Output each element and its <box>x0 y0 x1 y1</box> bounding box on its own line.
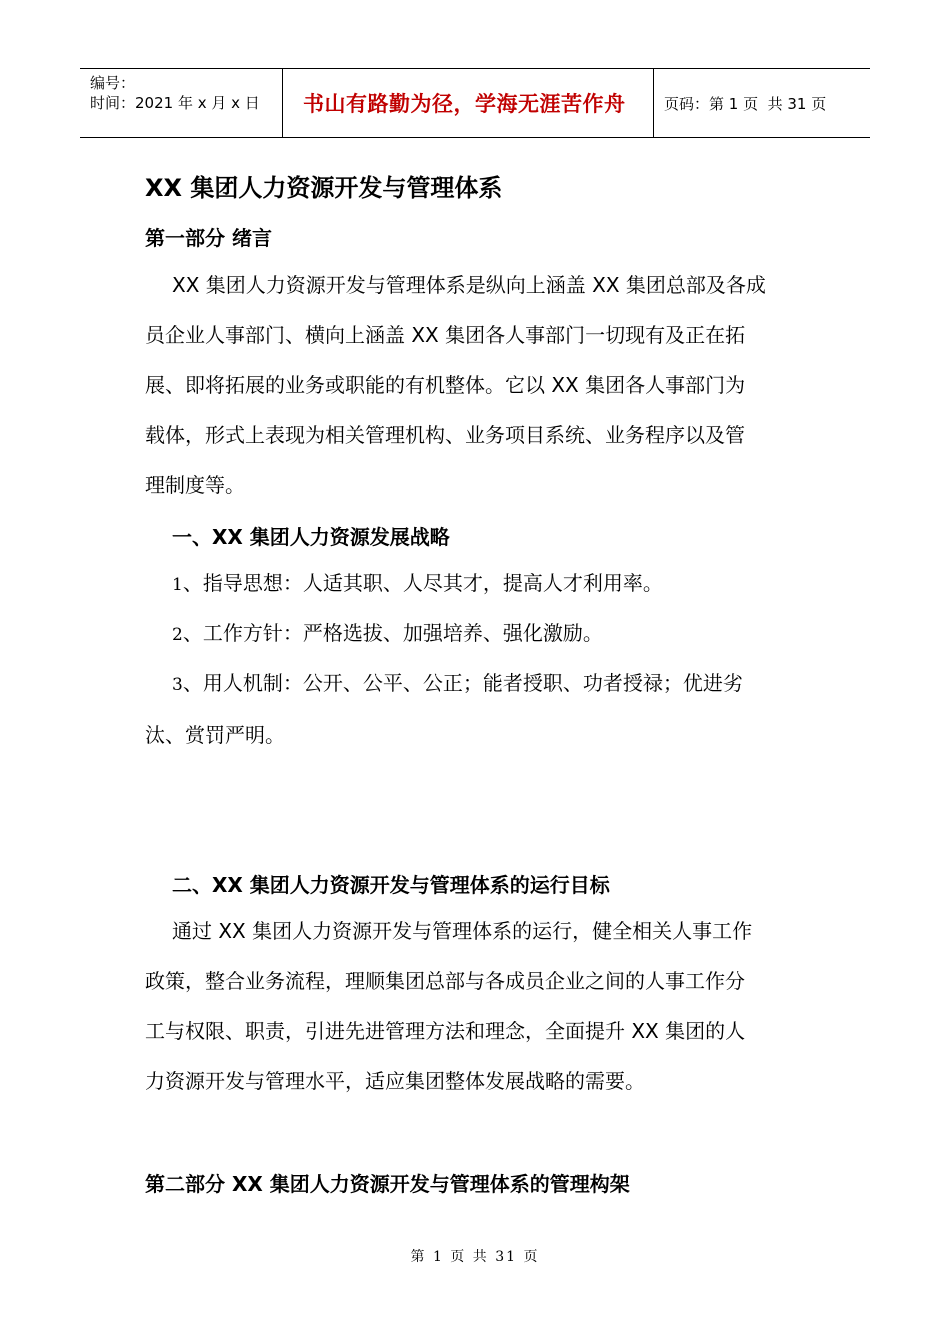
strategy-item <box>145 658 810 760</box>
item-number: 1 <box>172 575 183 595</box>
paragraph-line: 力资源开发与管理水平，适应集团整体发展战略的需要。 <box>145 1069 645 1093</box>
item-number: 3 <box>172 675 183 695</box>
part2-heading: 第二部分 XX 集团人力资源开发与管理体系的管理构架 <box>145 1172 630 1196</box>
document-date-label: 时间：2021 年 x 月 x 日 <box>90 94 260 112</box>
paragraph-line: 理制度等。 <box>145 473 245 497</box>
document-title: XX 集团人力资源开发与管理体系 <box>145 174 503 202</box>
page-footer: 第 1 页 共 31 页 <box>410 1249 540 1265</box>
section2-heading: 二、XX 集团人力资源开发与管理体系的运行目标 <box>172 873 610 897</box>
item-text: 、指导思想：人适其职、人尽其才，提高人才利用率。 <box>182 571 663 595</box>
strategy-item <box>145 608 810 660</box>
paragraph-line: 通过 XX 集团人力资源开发与管理体系的运行，健全相关人事工作 <box>172 919 753 943</box>
goal-paragraph <box>145 906 810 1106</box>
header-motto-cell <box>282 69 654 137</box>
item-text: 、用人机制：公开、公平、公正；能者授职、功者授禄；优进劣 <box>182 671 743 695</box>
header-page-info: 页码：第 1 页 共 31 页 <box>664 94 827 113</box>
item-text: 、工作方针：严格选拔、加强培养、强化激励。 <box>182 621 603 645</box>
intro-paragraph <box>145 260 810 510</box>
header-motto: 书山有路勤为径，学海无涯苦作舟 <box>303 91 626 116</box>
header-page-cell <box>654 69 870 137</box>
document-number-label: 编号： <box>90 74 136 92</box>
paragraph-line: 载体，形式上表现为相关管理机构、业务项目系统、业务程序以及管 <box>145 423 745 447</box>
header-table <box>80 68 870 138</box>
strategy-item <box>145 558 810 610</box>
part1-heading: 第一部分 绪言 <box>145 226 272 250</box>
paragraph-line: 工与权限、职责，引进先进管理方法和理念，全面提升 XX 集团的人 <box>145 1019 746 1043</box>
paragraph-line: 展、即将拓展的业务或职能的有机整体。它以 XX 集团各人事部门为 <box>145 373 746 397</box>
section1-heading: 一、XX 集团人力资源发展战略 <box>172 525 450 549</box>
item-number: 2 <box>172 625 183 645</box>
header-meta-cell <box>80 69 282 137</box>
paragraph-line: XX 集团人力资源开发与管理体系是纵向上涵盖 XX 集团总部及各成 <box>172 273 766 297</box>
item-text: 汰、赏罚严明。 <box>145 723 285 747</box>
paragraph-line: 员企业人事部门、横向上涵盖 XX 集团各人事部门一切现有及正在拓 <box>145 323 746 347</box>
paragraph-line: 政策，整合业务流程，理顺集团总部与各成员企业之间的人事工作分 <box>145 969 745 993</box>
